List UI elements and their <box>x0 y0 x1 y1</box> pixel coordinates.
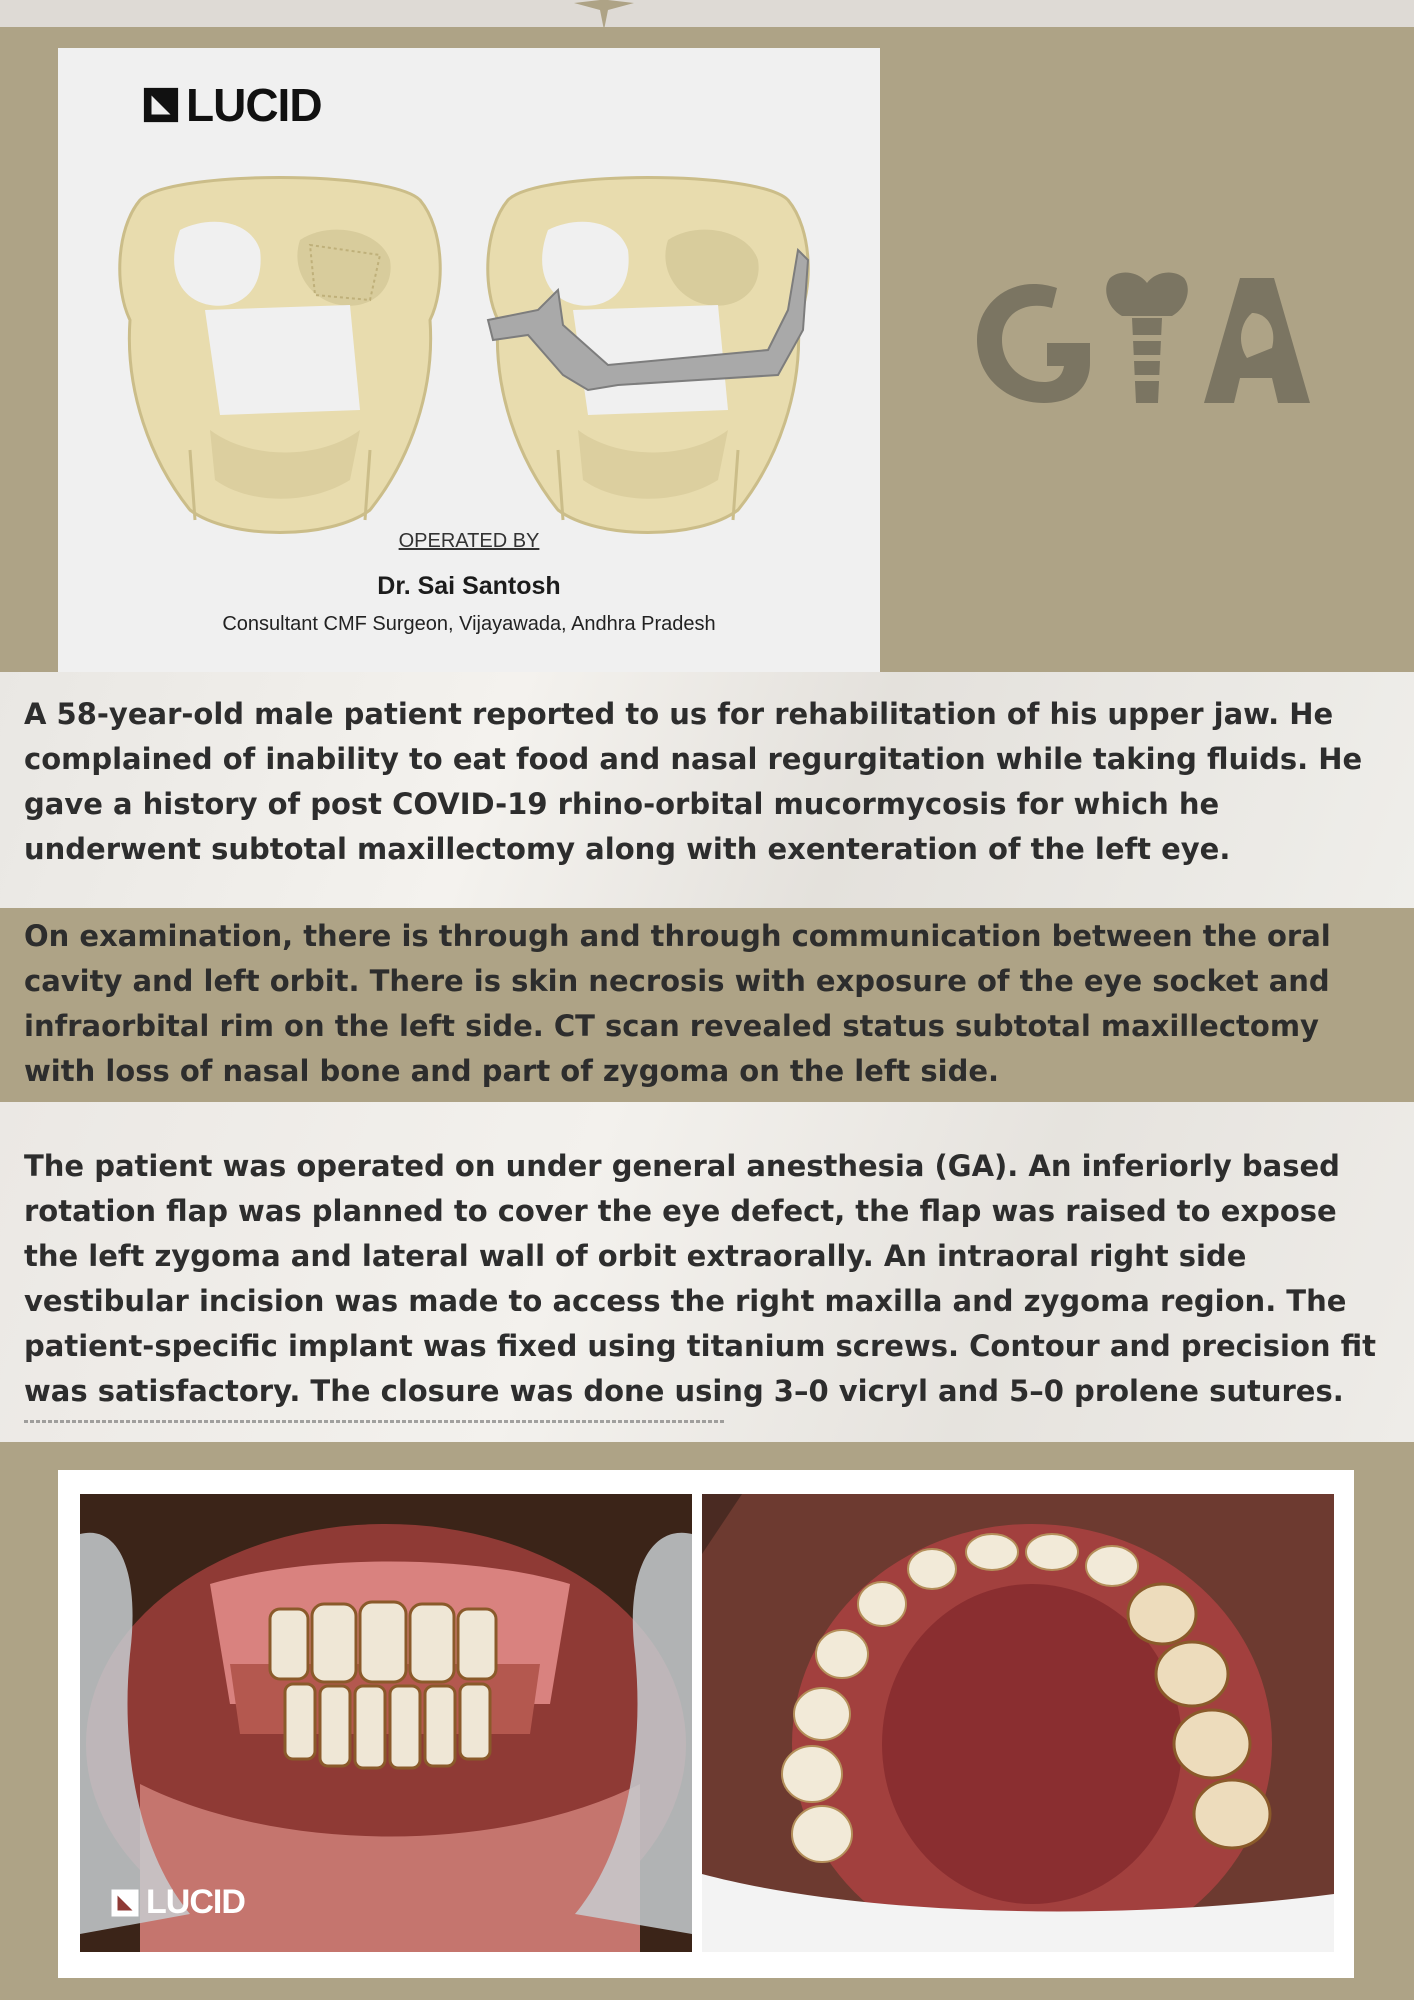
case-history-panel <box>0 672 1414 908</box>
examination-panel <box>0 908 1414 1102</box>
palate-denture-illustration <box>702 1494 1334 1952</box>
frontal-intraoral-photo <box>80 1494 692 1952</box>
lucid-watermark-logo <box>110 1883 245 1922</box>
examination-text: On examination, there is through and through communication between the oral cavity and left orbit. There is skin necrosis with exposure of the eye socket and infraorbital rim on the left side. CT scan revealed status subtotal maxillectomy with loss of nasal bone and part of zygoma on the left side. <box>24 919 1331 1088</box>
operated-by-label: OPERATED BY <box>398 530 540 552</box>
skull-after-implant-illustration <box>468 160 828 540</box>
procedure-panel <box>0 1102 1414 1442</box>
clinical-photos-frame <box>58 1470 1354 1978</box>
top-bar <box>0 0 1414 27</box>
doctor-name: Dr. Sai Santosh <box>377 572 561 600</box>
case-history-text: A 58-year-old male patient reported to us for rehabilitation of his upper jaw. He complained of inability to eat food and nasal regurgitation while taking fluids. He gave a history of post COVID-19 rhino-orbital mucormycosis for which he underwent subtotal maxillectomy along with exenteration of the left eye. <box>24 697 1363 866</box>
lucid-logo <box>142 78 322 132</box>
skull-before-illustration <box>100 160 460 540</box>
sparkle-star-icon <box>574 0 634 30</box>
lucid-watermark-text: LUCID <box>146 1883 245 1921</box>
implant-render-image <box>58 48 880 672</box>
lucid-mark-icon <box>110 1888 140 1918</box>
procedure-text: The patient was operated on under general anesthesia (GA). An inferiorly based rotation flap was planned to cover the eye defect, the flap was raised to expose the left zygoma and lateral wall of orbit extraorally. An intraoral right side vestibular incision was made to access the right maxilla and zygoma region. The patient-specific implant was fixed using titanium screws. Contour and precision fit was satisfactory. The closure was done using 3–0 vicryl and 5–0 prolene sutures. <box>24 1149 1376 1408</box>
gia-brand-logo <box>972 268 1322 408</box>
lucid-logo-text: LUCID <box>186 79 322 131</box>
lucid-mark-icon <box>142 86 180 124</box>
fine-print-line <box>24 1420 724 1423</box>
doctor-title: Consultant CMF Surgeon, Vijayawada, Andhra Pradesh <box>222 613 716 635</box>
palatal-view-photo <box>702 1494 1334 1952</box>
